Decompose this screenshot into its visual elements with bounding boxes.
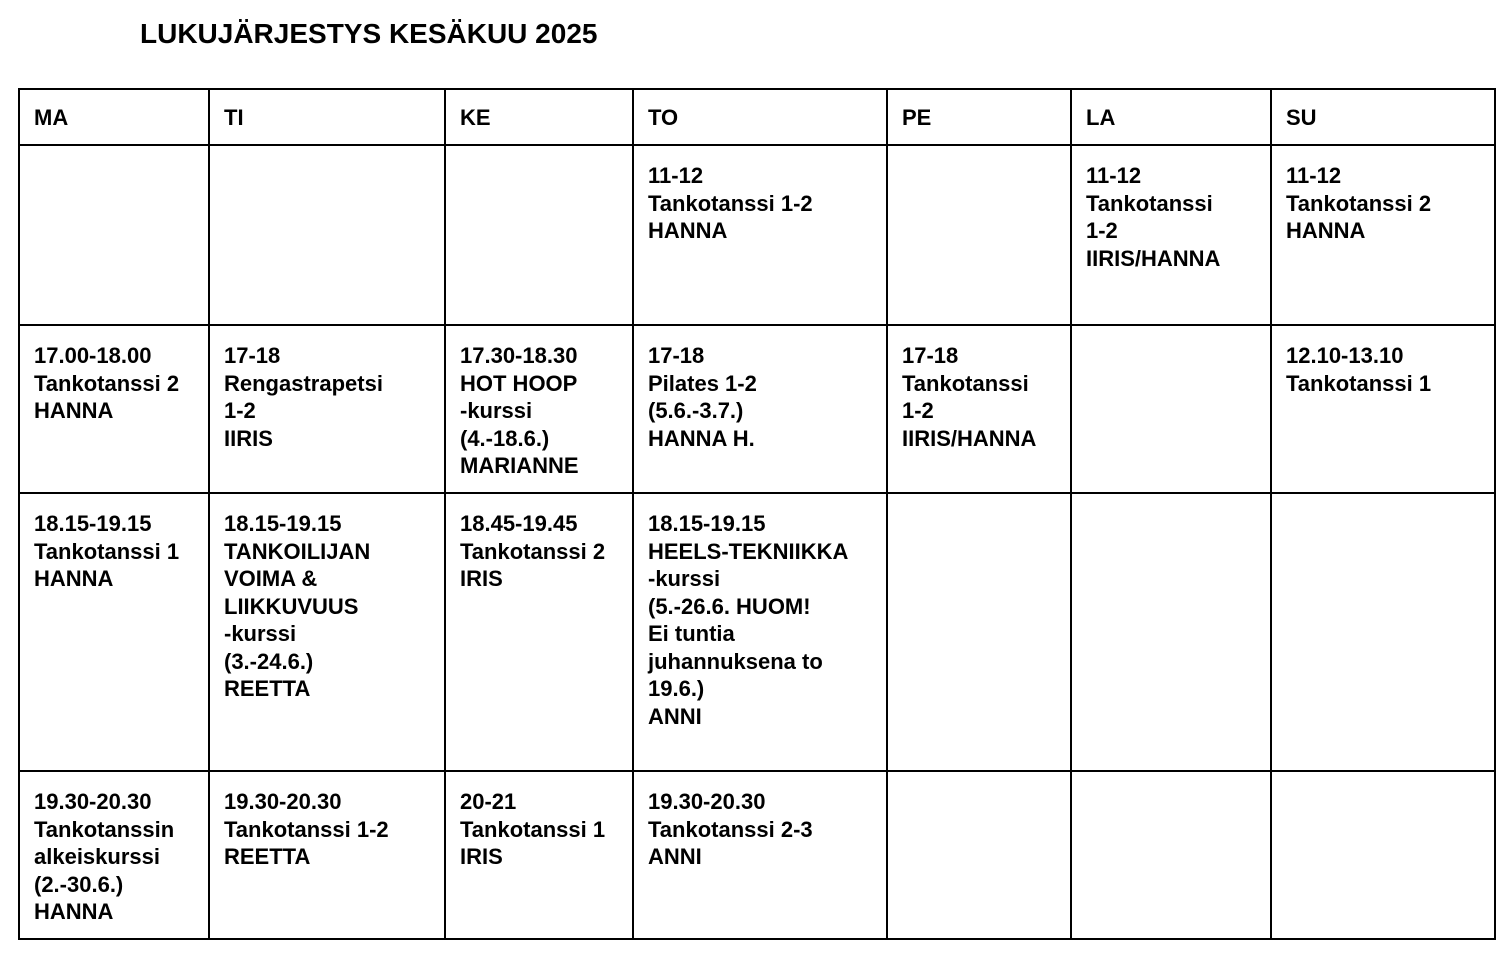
- schedule-cell-to: [633, 325, 887, 493]
- class-entry-line: (5.6.-3.7.): [648, 398, 744, 423]
- day-header-pe: PE: [887, 89, 1071, 145]
- day-header-ma: MA: [19, 89, 209, 145]
- class-entry-line: juhannuksena to: [648, 648, 823, 674]
- schedule-cell-la: [1071, 325, 1271, 493]
- class-entry-line: -kurssi: [460, 398, 533, 423]
- day-header-la: LA: [1071, 89, 1271, 145]
- class-entry-line: Tankotanssi 2: [34, 370, 180, 396]
- class-entry-line: 11-12: [1086, 163, 1142, 188]
- schedule-cell-ma: [19, 145, 209, 325]
- schedule-cell-to: [633, 493, 887, 771]
- class-entry-line: 1-2: [1086, 218, 1118, 243]
- class-entry-line: TANKOILIJAN: [224, 538, 371, 564]
- header-row: [19, 89, 1495, 145]
- class-entry-line: HOT HOOP: [460, 370, 578, 396]
- class-entry-line: 18.15-19.15: [224, 511, 342, 536]
- day-header-to: TO: [633, 89, 887, 145]
- schedule-cell-la: [1071, 771, 1271, 939]
- class-entry-line: HANNA: [34, 566, 114, 591]
- class-entry-line: 1-2: [224, 398, 256, 423]
- class-entry-line: Tankotanssi 2: [460, 538, 606, 564]
- class-entry-line: VOIMA &: [224, 566, 318, 591]
- schedule-cell-to: [633, 145, 887, 325]
- class-entry-line: 17.30-18.30: [460, 343, 578, 368]
- class-entry-line: 19.30-20.30: [648, 789, 766, 814]
- class-entry-line: Tankotanssi 2: [1286, 190, 1432, 216]
- day-header-ti: TI: [209, 89, 445, 145]
- class-entry-line: HANNA: [1286, 218, 1366, 243]
- schedule-cell-ma: [19, 325, 209, 493]
- class-entry-line: MARIANNE: [460, 453, 579, 478]
- class-entry-line: Pilates 1-2: [648, 370, 757, 396]
- class-entry-line: Tankotanssi: [1086, 190, 1213, 216]
- schedule-cell-ti: [209, 325, 445, 493]
- class-entry-line: 11-12: [1286, 163, 1342, 188]
- class-entry-line: 19.30-20.30: [224, 789, 342, 814]
- schedule-cell-ke: [445, 771, 633, 939]
- class-entry-line: alkeiskurssi: [34, 844, 160, 869]
- schedule-cell-pe: [887, 493, 1071, 771]
- class-entry-line: REETTA: [224, 844, 311, 869]
- class-entry-line: HANNA: [34, 398, 114, 423]
- class-entry-line: Tankotanssi 1: [460, 816, 606, 842]
- schedule-cell-ke: [445, 145, 633, 325]
- class-entry-line: ANNI: [648, 844, 702, 869]
- page-title: LUKUJÄRJESTYS KESÄKUU 2025: [140, 18, 598, 49]
- schedule-cell-ke: [445, 493, 633, 771]
- schedule-cell-la: [1071, 493, 1271, 771]
- schedule-cell-ma: [19, 771, 209, 939]
- schedule-row: [19, 145, 1495, 325]
- class-entry-line: 17-18: [902, 343, 959, 368]
- class-entry-line: Tankotanssi 2-3: [648, 816, 813, 842]
- schedule-cell-su: [1271, 145, 1495, 325]
- schedule-cell-su: [1271, 325, 1495, 493]
- class-entry-line: HANNA: [648, 218, 728, 243]
- day-header-su: SU: [1271, 89, 1495, 145]
- class-entry-line: 11-12: [648, 163, 704, 188]
- schedule-cell-la: [1071, 145, 1271, 325]
- class-entry-line: 20-21: [460, 789, 517, 814]
- class-entry-line: 19.6.): [648, 676, 705, 701]
- class-entry-line: (2.-30.6.): [34, 871, 124, 897]
- schedule-cell-pe: [887, 325, 1071, 493]
- class-entry-line: (4.-18.6.): [460, 425, 550, 451]
- class-entry-line: Tankotanssi 1-2: [224, 816, 389, 842]
- day-header-ke: KE: [445, 89, 633, 145]
- class-entry-line: 18.45-19.45: [460, 511, 578, 536]
- class-entry-line: 1-2: [902, 398, 934, 423]
- schedule-cell-pe: [887, 145, 1071, 325]
- schedule-row: [19, 493, 1495, 771]
- schedule-row: [19, 325, 1495, 493]
- schedule-cell-su: [1271, 771, 1495, 939]
- schedule-cell-to: [633, 771, 887, 939]
- class-entry-line: -kurssi: [224, 621, 297, 646]
- class-entry-line: Tankotanssi: [902, 370, 1029, 396]
- schedule-cell-su: [1271, 493, 1495, 771]
- class-entry-line: 12.10-13.10: [1286, 343, 1404, 368]
- class-entry-line: IRIS: [460, 844, 503, 869]
- class-entry-line: Tankotanssin: [34, 816, 175, 842]
- class-entry-line: ANNI: [648, 703, 702, 729]
- class-entry-line: 18.15-19.15: [34, 511, 152, 536]
- class-entry-line: REETTA: [224, 676, 311, 701]
- schedule-table: [18, 88, 1496, 940]
- class-entry-line: HANNA: [34, 899, 114, 924]
- class-entry-line: IRIS: [460, 566, 503, 591]
- class-entry-line: Tankotanssi 1: [34, 538, 180, 564]
- schedule-cell-pe: [887, 771, 1071, 939]
- class-entry-line: HEELS-TEKNIIKKA: [648, 538, 849, 564]
- schedule-row: [19, 771, 1495, 939]
- class-entry-line: (5.-26.6. HUOM!: [648, 593, 811, 619]
- class-entry-line: Tankotanssi 1-2: [648, 190, 813, 216]
- class-entry-line: 17-18: [224, 343, 281, 368]
- class-entry-line: LIIKKUVUUS: [224, 593, 359, 619]
- class-entry-line: Tankotanssi 1: [1286, 370, 1432, 396]
- class-entry-line: Ei tuntia: [648, 621, 735, 646]
- schedule-cell-ke: [445, 325, 633, 493]
- schedule-cell-ti: [209, 771, 445, 939]
- class-entry-line: HANNA H.: [648, 425, 755, 451]
- class-entry-line: IIRIS/HANNA: [902, 425, 1037, 451]
- class-entry-line: 18.15-19.15: [648, 511, 766, 536]
- class-entry-line: Rengastrapetsi: [224, 370, 383, 396]
- class-entry-line: IIRIS: [224, 425, 273, 451]
- schedule-cell-ma: [19, 493, 209, 771]
- class-entry-line: 17-18: [648, 343, 705, 368]
- class-entry-line: (3.-24.6.): [224, 648, 314, 674]
- schedule-cell-ti: [209, 493, 445, 771]
- class-entry-line: 19.30-20.30: [34, 789, 152, 814]
- class-entry-line: IIRIS/HANNA: [1086, 245, 1221, 271]
- class-entry-line: 17.00-18.00: [34, 343, 152, 368]
- schedule-cell-ti: [209, 145, 445, 325]
- class-entry-line: -kurssi: [648, 566, 721, 591]
